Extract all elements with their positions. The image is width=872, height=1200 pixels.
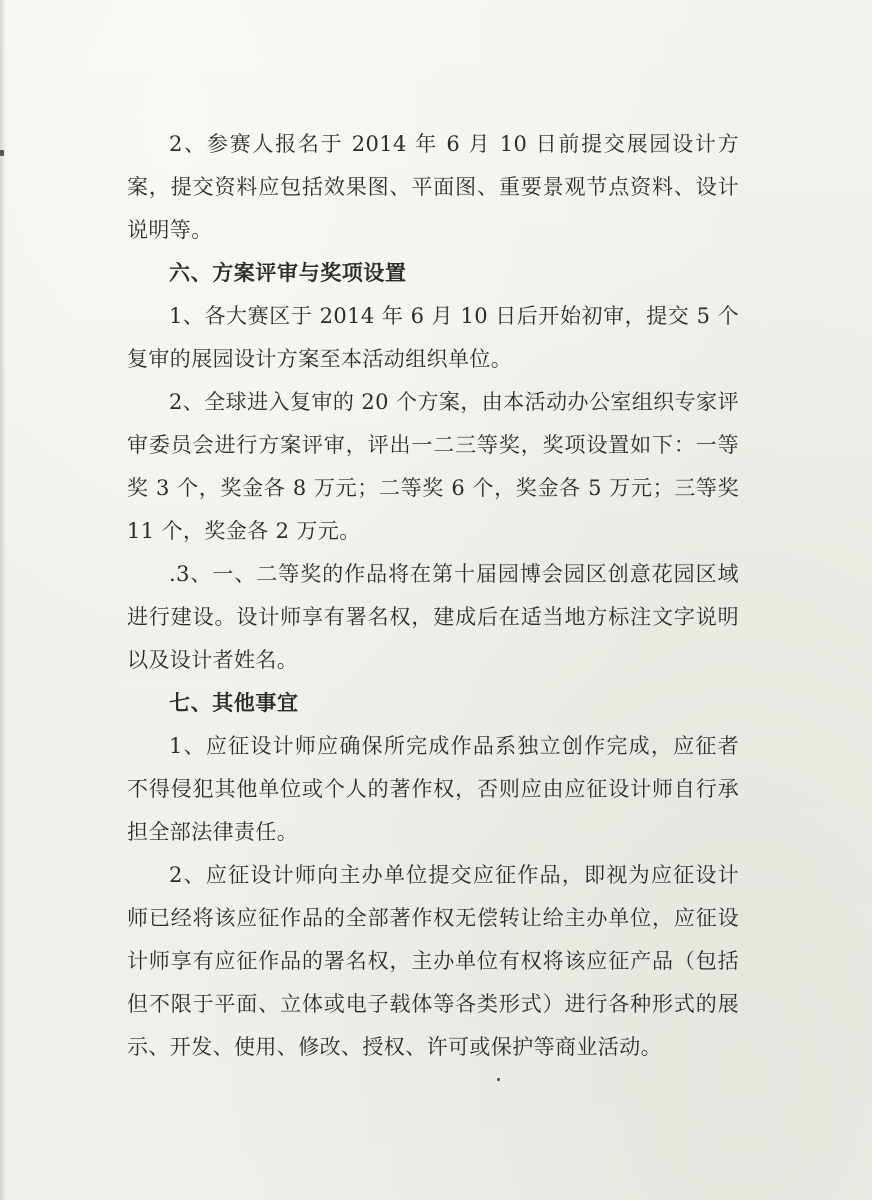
document-body (127, 123, 739, 1069)
heading-review-awards: 六、方案评审与奖项设置 (169, 261, 407, 285)
paragraph-copyright: 2、应征设计师向主办单位提交应征作品，即视为应征设计师已经将该应征作品的全部著作权无偿转让给主办单位，应征设计师享有应征作品的署名权，主办单位有权将该应征产品（包括但不限于平面、立体或电子载体等各类形式）进行各种形式的展示、开发、使用、修改、授权、许可或保护等商业活动。 (127, 863, 739, 1059)
paragraph-construction: .3、一、二等奖的作品将在第十届园博会园区创意花园区域进行建设。设计师享有署名权，建成后在适当地方标注文字说明以及设计者姓名。 (127, 562, 739, 672)
scan-speck (497, 1078, 500, 1081)
paragraph-initial-review: 1、各大赛区于 2014 年 6 月 10 日后开始初审，提交 5 个复审的展园设计方案至本活动组织单位。 (127, 304, 739, 371)
paragraph-final-review: 2、全球进入复审的 20 个方案，由本活动办公室组织专家评审委员会进行方案评审，评出一二三等奖，奖项设置如下：一等奖 3 个，奖金各 8 万元；二等奖 6 个，奖金各 5 万元；三等奖 11 个，奖金各 2 万元。 (127, 390, 739, 543)
scan-speck (0, 150, 4, 156)
paragraph-submission: 2、参赛人报名于 2014 年 6 月 10 日前提交展园设计方案，提交资料应包括效果图、平面图、重要景观节点资料、设计说明等。 (127, 132, 739, 242)
page-edge-shadow (0, 0, 6, 1200)
paragraph-originality: 1、应征设计师应确保所完成作品系独立创作完成，应征者不得侵犯其他单位或个人的著作权，否则应由应征设计师自行承担全部法律责任。 (127, 734, 739, 844)
heading-other-matters: 七、其他事宜 (169, 691, 299, 715)
